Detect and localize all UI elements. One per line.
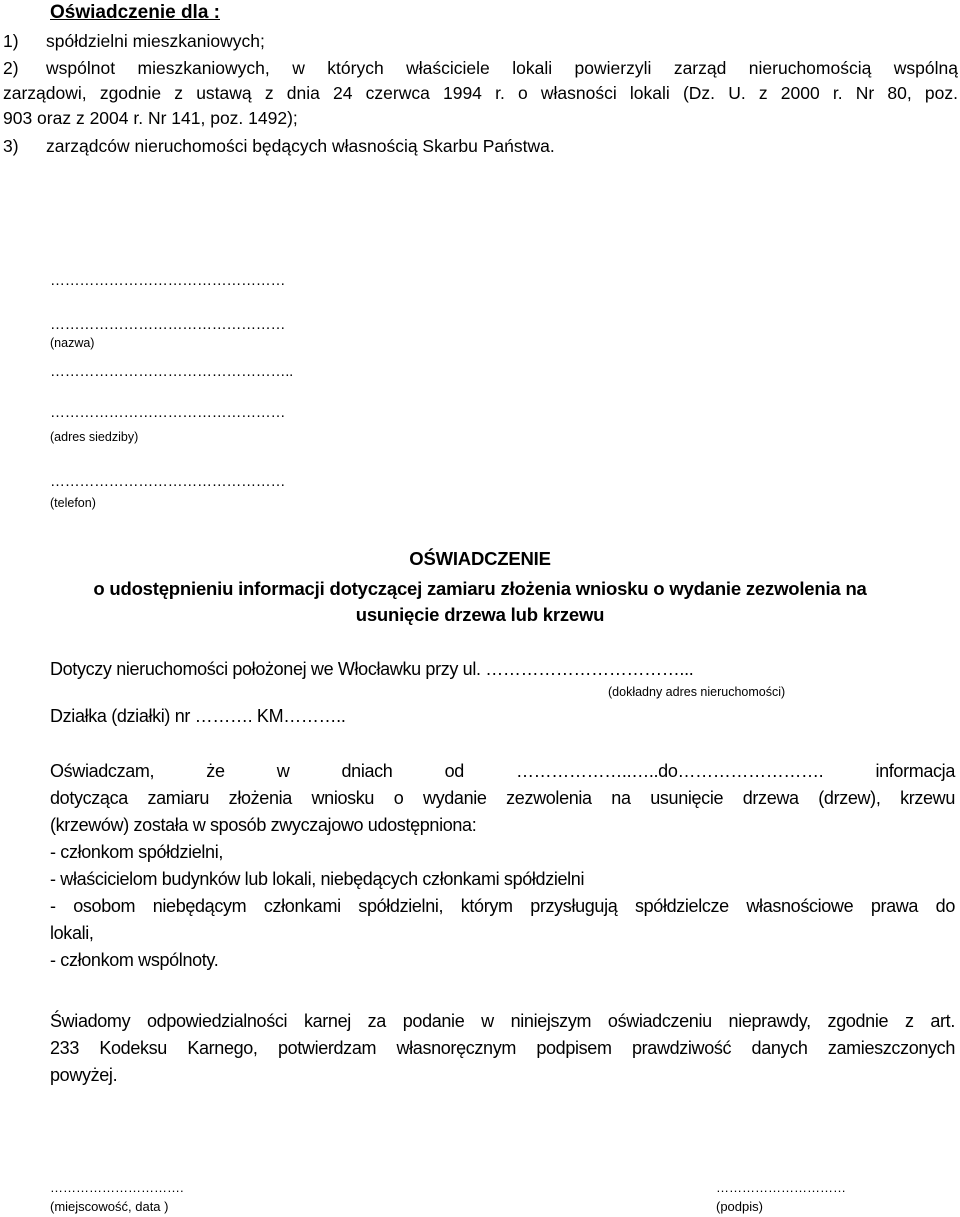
statement-line: dotycząca zamiaru złożenia wniosku o wydanie zezwolenia na usunięcie drzewa (drzew), krzewu — [50, 788, 955, 808]
address-dotted-line[interactable]: ………………………………………… — [50, 404, 286, 421]
liability-line: 233 Kodeksu Karnego, potwierdzam własnoręcznym podpisem prawdziwość danych zamieszczonych — [50, 1038, 955, 1058]
property-location-line: Dotyczy nieruchomości położonej we Włocławku przy ul. ……………………………... — [50, 659, 694, 679]
bullet-non-members-cont: lokali, — [50, 923, 94, 943]
phone-label: (telefon) — [50, 496, 96, 510]
address-label: (adres siedziby) — [50, 430, 139, 444]
bullet-members: - członkom spółdzielni, — [50, 842, 224, 862]
signature-dots[interactable]: ………………………… — [716, 1180, 846, 1195]
name-label: (nazwa) — [50, 336, 95, 350]
list-text: zarządców nieruchomości będących własnością Skarbu Państwa. — [46, 136, 555, 156]
statement-paragraph — [50, 758, 955, 974]
list-text-line: 903 oraz z 2004 r. Nr 141, poz. 1492); — [3, 108, 298, 128]
bullet-non-members: - osobom niebędącym członkami spółdzielni, którym przysługują spółdzielcze własnościowe prawa do — [50, 896, 955, 916]
address-dotted-line[interactable]: ………………………………………….. — [50, 363, 293, 380]
declaration-subtitle: usunięcie drzewa lub krzewu — [355, 604, 605, 625]
statement-line: Oświadczam, że w dniach od ………………..…..do……………………. informacja — [50, 761, 955, 781]
place-date-dots[interactable]: …………………………. — [50, 1180, 184, 1195]
list-text — [3, 56, 958, 131]
phone-dotted-line[interactable]: ………………………………………… — [50, 473, 286, 490]
liability-paragraph — [50, 1008, 955, 1089]
document-heading: Oświadczenie dla : — [50, 2, 220, 23]
list-number: 1) — [3, 31, 19, 51]
plot-number-line: Działka (działki) nr ………. KM……….. — [50, 706, 346, 726]
list-text-line: wspólnot mieszkaniowych, w których właściciele lokali powierzyli zarząd nieruchomością wspólną — [46, 58, 958, 78]
list-number: 3) — [3, 136, 19, 156]
name-dotted-line[interactable]: ………………………………………… — [50, 316, 286, 333]
liability-line: powyżej. — [50, 1065, 118, 1085]
liability-line: Świadomy odpowiedzialności karnej za podanie w niniejszym oświadczeniu nieprawdy, zgodnie z art. — [50, 1011, 955, 1031]
list-text-line: zarządowi, zgodnie z ustawą z dnia 24 czerwca 1994 r. o własności lokali (Dz. U. z 2000 r. Nr 80, poz. — [3, 83, 958, 103]
list-text: spółdzielni mieszkaniowych; — [46, 31, 265, 51]
signature-label: (podpis) — [716, 1199, 763, 1214]
declaration-subtitle: o udostępnieniu informacji dotyczącej zamiaru złożenia wniosku o wydanie zezwolenia na — [93, 578, 867, 599]
property-address-hint: (dokładny adres nieruchomości) — [608, 685, 786, 699]
declaration-title: OŚWIADCZENIE — [409, 548, 551, 569]
statement-line: (krzewów) została w sposób zwyczajowo udostępniona: — [50, 815, 477, 835]
bullet-owners: - właścicielom budynków lub lokali, niebędących członkami spółdzielni — [50, 869, 585, 889]
name-dotted-line[interactable]: ………………………………………… — [50, 272, 286, 289]
place-date-label: (miejscowość, data ) — [50, 1199, 169, 1214]
bullet-community: - członkom wspólnoty. — [50, 950, 219, 970]
list-number: 2) — [3, 58, 19, 78]
